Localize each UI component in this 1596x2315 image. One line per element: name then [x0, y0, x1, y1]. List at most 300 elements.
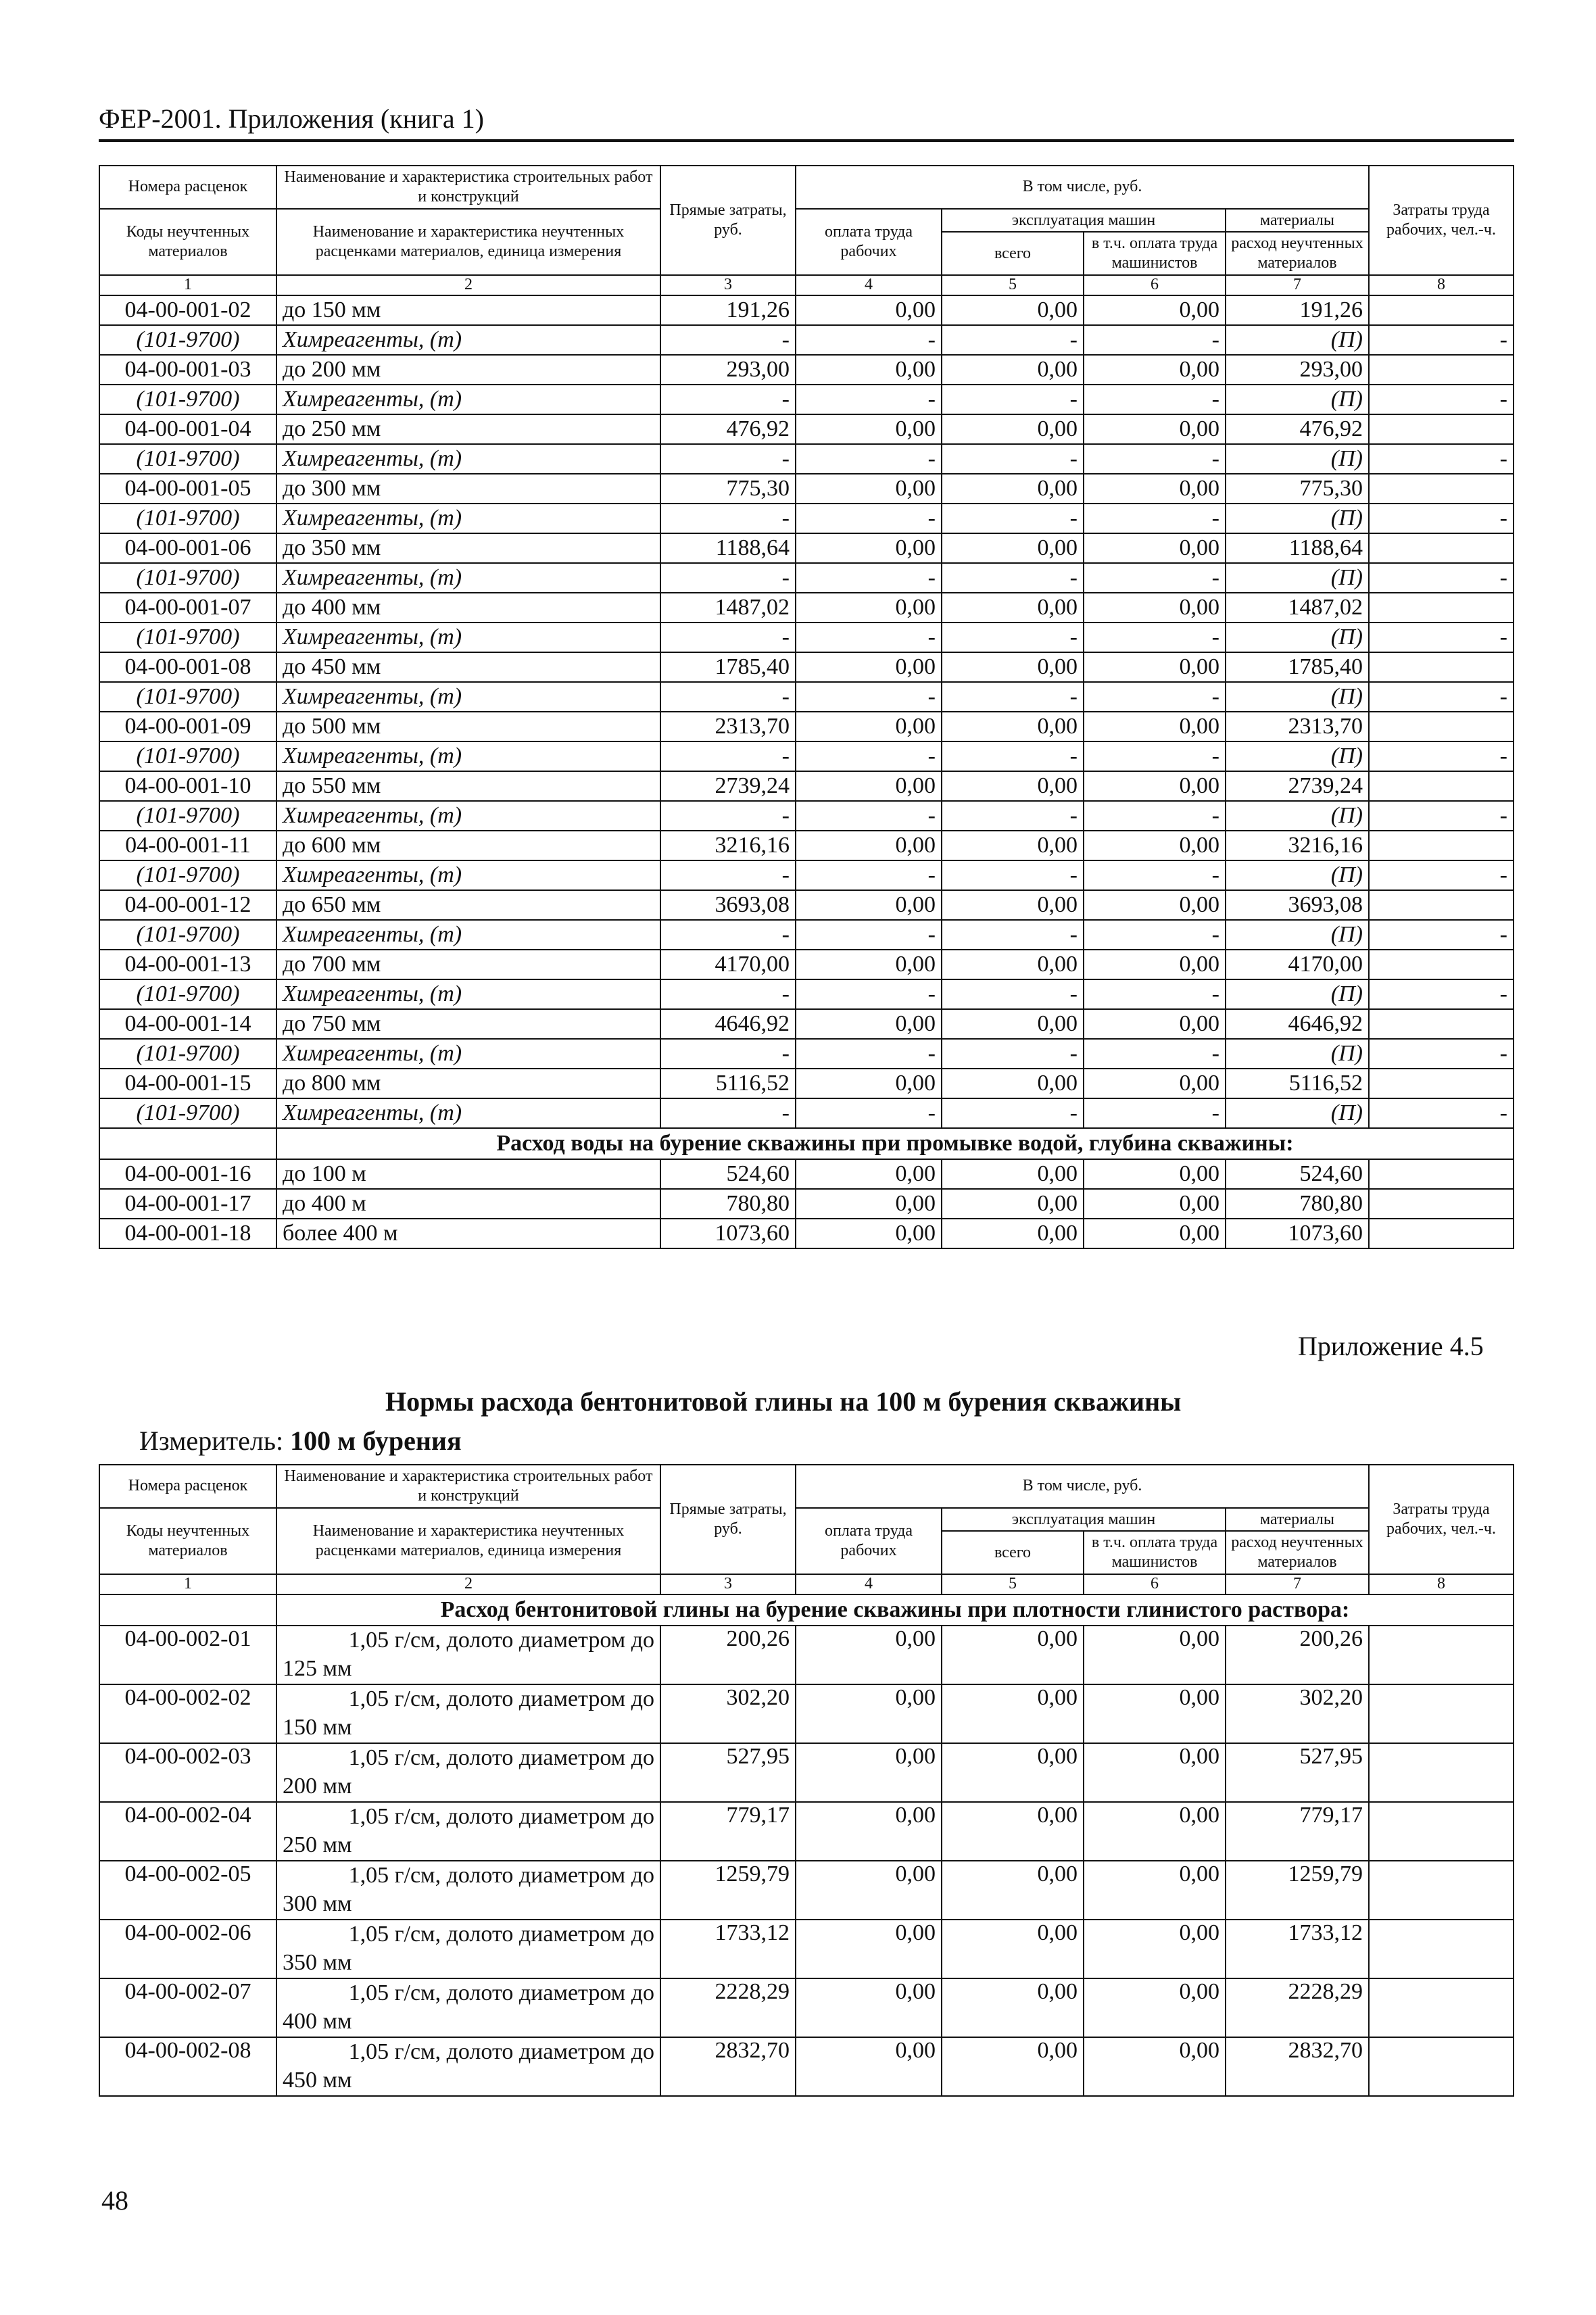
- materials-cost: 775,30: [1226, 474, 1369, 504]
- materials-cost: 1785,40: [1226, 652, 1369, 682]
- column-number: 8: [1369, 1574, 1514, 1594]
- table-row: [99, 295, 1514, 325]
- rate-code: 04-00-001-13: [99, 950, 276, 979]
- dash-cell: -: [942, 1039, 1084, 1069]
- column-number: 5: [942, 1574, 1084, 1594]
- rate-name: до 400 мм: [276, 593, 660, 623]
- table-row: [99, 623, 1514, 652]
- material-name: Химреагенты, (т): [276, 563, 660, 593]
- col-header-direct: Прямые затраты, руб.: [660, 1465, 796, 1574]
- labor-wages: 0,00: [796, 771, 942, 801]
- materials-mark: (П): [1226, 1098, 1369, 1128]
- dash-cell: -: [660, 741, 796, 771]
- dash-cell: -: [942, 385, 1084, 414]
- dash-cell: -: [660, 563, 796, 593]
- dash-cell: -: [1084, 682, 1226, 712]
- machine-total: 0,00: [942, 295, 1084, 325]
- col-header-material-name: Наименование и характеристика неучтенных расценками материалов, единица измерения: [276, 209, 660, 275]
- section-title-cell: Расход бентонитовой глины на бурение скважины при плотности глинистого раствора:: [276, 1594, 1514, 1626]
- dash-cell: -: [1084, 563, 1226, 593]
- materials-mark: (П): [1226, 563, 1369, 593]
- rate-code: 04-00-002-03: [99, 1743, 276, 1802]
- table-row: [99, 1978, 1514, 2037]
- machine-total: 0,00: [942, 593, 1084, 623]
- machine-operator-wages: 0,00: [1084, 652, 1226, 682]
- header-row: [99, 1508, 1514, 1532]
- rate-code: 04-00-001-12: [99, 890, 276, 920]
- rate-code: 04-00-001-05: [99, 474, 276, 504]
- rate-name-line: 1,05 г/см, долото диаметром до: [348, 1686, 654, 1711]
- labor-wages: 0,00: [796, 890, 942, 920]
- dash-cell: -: [1084, 444, 1226, 474]
- material-code: (101-9700): [99, 860, 276, 890]
- dash-cell: -: [796, 623, 942, 652]
- labor-wages: 0,00: [796, 1978, 942, 2037]
- rate-name: до 450 мм: [276, 652, 660, 682]
- labor-wages: 0,00: [796, 1626, 942, 1684]
- rate-name: [276, 1802, 660, 1861]
- rate-name-line: 1,05 г/см, долото диаметром до: [348, 1627, 654, 1653]
- labor-hours: [1369, 593, 1514, 623]
- col-header-total: всего: [942, 1531, 1084, 1574]
- materials-mark: (П): [1226, 682, 1369, 712]
- materials-cost: 1487,02: [1226, 593, 1369, 623]
- table-row: [99, 1802, 1514, 1861]
- labor-wages: 0,00: [796, 1920, 942, 1978]
- col-header-total: всего: [942, 232, 1084, 275]
- direct-cost: 4170,00: [660, 950, 796, 979]
- dash-cell: -: [1369, 623, 1514, 652]
- labor-wages: 0,00: [796, 1159, 942, 1189]
- material-name: Химреагенты, (т): [276, 385, 660, 414]
- labor-wages: 0,00: [796, 1009, 942, 1039]
- material-code: (101-9700): [99, 623, 276, 652]
- rate-name-line: 200 мм: [283, 1774, 352, 1799]
- machine-operator-wages: 0,00: [1084, 712, 1226, 741]
- machine-total: 0,00: [942, 1802, 1084, 1861]
- materials-cost: 1188,64: [1226, 533, 1369, 563]
- labor-hours: [1369, 474, 1514, 504]
- dash-cell: -: [1084, 1039, 1226, 1069]
- direct-cost: 200,26: [660, 1626, 796, 1684]
- rate-name: до 500 мм: [276, 712, 660, 741]
- table-row: [99, 563, 1514, 593]
- dash-cell: -: [1084, 325, 1226, 355]
- rate-name-line: 1,05 г/см, долото диаметром до: [348, 2039, 654, 2064]
- material-name: Химреагенты, (т): [276, 979, 660, 1009]
- table-row: [99, 950, 1514, 979]
- rate-name: [276, 1978, 660, 2037]
- table-row: [99, 682, 1514, 712]
- table-row: [99, 1920, 1514, 1978]
- material-code: (101-9700): [99, 563, 276, 593]
- materials-cost: 524,60: [1226, 1159, 1369, 1189]
- dash-cell: -: [1084, 385, 1226, 414]
- dash-cell: -: [942, 860, 1084, 890]
- rate-code: 04-00-001-08: [99, 652, 276, 682]
- machine-total: 0,00: [942, 1978, 1084, 2037]
- dash-cell: -: [660, 801, 796, 831]
- rate-name-line: 150 мм: [283, 1715, 352, 1740]
- materials-cost: 476,92: [1226, 414, 1369, 444]
- materials-mark: (П): [1226, 741, 1369, 771]
- material-code: (101-9700): [99, 920, 276, 950]
- machine-total: 0,00: [942, 1861, 1084, 1920]
- rate-name: до 400 м: [276, 1189, 660, 1219]
- dash-cell: -: [1369, 504, 1514, 533]
- dash-cell: -: [796, 444, 942, 474]
- labor-hours: [1369, 1626, 1514, 1684]
- materials-cost: 5116,52: [1226, 1069, 1369, 1098]
- labor-hours: [1369, 1978, 1514, 2037]
- table-row: [99, 474, 1514, 504]
- table-row: [99, 831, 1514, 860]
- column-number: 7: [1226, 275, 1369, 295]
- labor-hours: [1369, 355, 1514, 385]
- col-header-labor-hours: Затраты труда рабочих, чел.-ч.: [1369, 1465, 1514, 1574]
- table-row: [99, 1626, 1514, 1684]
- rate-name-line: 1,05 г/см, долото диаметром до: [348, 1745, 654, 1770]
- rate-name: до 350 мм: [276, 533, 660, 563]
- rates-table-2: [99, 1464, 1514, 2097]
- rate-name: [276, 1920, 660, 1978]
- material-name: Химреагенты, (т): [276, 741, 660, 771]
- machine-operator-wages: 0,00: [1084, 1626, 1226, 1684]
- labor-hours: [1369, 712, 1514, 741]
- dash-cell: -: [796, 325, 942, 355]
- rate-name-line: 125 мм: [283, 1656, 352, 1682]
- rate-name-line: 1,05 г/см, долото диаметром до: [348, 1803, 654, 1829]
- machine-operator-wages: 0,00: [1084, 355, 1226, 385]
- materials-mark: (П): [1226, 979, 1369, 1009]
- labor-hours: [1369, 652, 1514, 682]
- labor-hours: [1369, 1009, 1514, 1039]
- machine-operator-wages: 0,00: [1084, 414, 1226, 444]
- materials-cost: 3693,08: [1226, 890, 1369, 920]
- machine-operator-wages: 0,00: [1084, 1920, 1226, 1978]
- rate-name: до 600 мм: [276, 831, 660, 860]
- rate-name: до 800 мм: [276, 1069, 660, 1098]
- material-code: (101-9700): [99, 325, 276, 355]
- materials-mark: (П): [1226, 325, 1369, 355]
- direct-cost: 1073,60: [660, 1219, 796, 1248]
- direct-cost: 476,92: [660, 414, 796, 444]
- dash-cell: -: [660, 623, 796, 652]
- materials-cost: 4646,92: [1226, 1009, 1369, 1039]
- dash-cell: -: [1084, 504, 1226, 533]
- machine-total: 0,00: [942, 712, 1084, 741]
- material-code: (101-9700): [99, 385, 276, 414]
- labor-hours: [1369, 1189, 1514, 1219]
- column-number: 7: [1226, 1574, 1369, 1594]
- rate-name: [276, 1743, 660, 1802]
- materials-mark: (П): [1226, 385, 1369, 414]
- col-header-materials: материалы: [1226, 1508, 1369, 1532]
- dash-cell: -: [1084, 1098, 1226, 1128]
- machine-operator-wages: 0,00: [1084, 771, 1226, 801]
- direct-cost: 3216,16: [660, 831, 796, 860]
- rate-name-line: 1,05 г/см, долото диаметром до: [348, 1921, 654, 1947]
- table-row: [99, 1861, 1514, 1920]
- materials-mark: (П): [1226, 444, 1369, 474]
- rate-code: 04-00-001-09: [99, 712, 276, 741]
- labor-hours: [1369, 1743, 1514, 1802]
- direct-cost: 4646,92: [660, 1009, 796, 1039]
- labor-wages: 0,00: [796, 1684, 942, 1743]
- rate-name: до 550 мм: [276, 771, 660, 801]
- column-number: 1: [99, 275, 276, 295]
- dash-cell: -: [796, 504, 942, 533]
- direct-cost: 779,17: [660, 1802, 796, 1861]
- section-row: [99, 1128, 1514, 1159]
- dash-cell: -: [1369, 979, 1514, 1009]
- col-header-material-name: Наименование и характеристика неучтенных расценками материалов, единица измерения: [276, 1508, 660, 1574]
- material-code: (101-9700): [99, 741, 276, 771]
- col-header-material-codes: Коды неучтенных материалов: [99, 209, 276, 275]
- dash-cell: -: [1084, 979, 1226, 1009]
- col-header-machines: эксплуатация машин: [942, 1508, 1226, 1532]
- column-number: 1: [99, 1574, 276, 1594]
- dash-cell: -: [942, 1098, 1084, 1128]
- table-row: [99, 1098, 1514, 1128]
- section-title-cell: Расход воды на бурение скважины при промывке водой, глубина скважины:: [276, 1128, 1514, 1159]
- material-name: Химреагенты, (т): [276, 504, 660, 533]
- table-row: [99, 1009, 1514, 1039]
- dash-cell: -: [942, 504, 1084, 533]
- col-header-materials: материалы: [1226, 209, 1369, 233]
- column-number: 6: [1084, 1574, 1226, 1594]
- labor-hours: [1369, 533, 1514, 563]
- materials-cost: 1073,60: [1226, 1219, 1369, 1248]
- dash-cell: -: [660, 979, 796, 1009]
- table-row: [99, 1039, 1514, 1069]
- col-header-operator-wages: в т.ч. оплата труда машинистов: [1084, 232, 1226, 275]
- material-code: (101-9700): [99, 979, 276, 1009]
- table-row: [99, 1159, 1514, 1189]
- rate-code: 04-00-002-04: [99, 1802, 276, 1861]
- machine-total: 0,00: [942, 533, 1084, 563]
- labor-hours: [1369, 295, 1514, 325]
- column-numbers-row: [99, 1574, 1514, 1594]
- machine-total: 0,00: [942, 474, 1084, 504]
- material-name: Химреагенты, (т): [276, 920, 660, 950]
- direct-cost: 191,26: [660, 295, 796, 325]
- table-row: [99, 325, 1514, 355]
- labor-hours: [1369, 890, 1514, 920]
- materials-cost: 2228,29: [1226, 1978, 1369, 2037]
- machine-operator-wages: 0,00: [1084, 533, 1226, 563]
- rate-code: 04-00-001-15: [99, 1069, 276, 1098]
- rate-name: [276, 2037, 660, 2096]
- table-row: [99, 504, 1514, 533]
- material-name: Химреагенты, (т): [276, 682, 660, 712]
- machine-operator-wages: 0,00: [1084, 1802, 1226, 1861]
- dash-cell: -: [796, 741, 942, 771]
- machine-total: 0,00: [942, 1069, 1084, 1098]
- column-number: 8: [1369, 275, 1514, 295]
- material-name: Химреагенты, (т): [276, 860, 660, 890]
- rate-name-line: 400 мм: [283, 2009, 352, 2034]
- material-name: Химреагенты, (т): [276, 623, 660, 652]
- table-row: [99, 741, 1514, 771]
- material-code: (101-9700): [99, 682, 276, 712]
- dash-cell: -: [942, 563, 1084, 593]
- labor-hours: [1369, 414, 1514, 444]
- column-number: 3: [660, 275, 796, 295]
- machine-operator-wages: 0,00: [1084, 950, 1226, 979]
- col-header-direct: Прямые затраты, руб.: [660, 166, 796, 275]
- material-code: (101-9700): [99, 1039, 276, 1069]
- rate-name: до 650 мм: [276, 890, 660, 920]
- materials-cost: 1259,79: [1226, 1861, 1369, 1920]
- material-code: (101-9700): [99, 801, 276, 831]
- labor-wages: 0,00: [796, 950, 942, 979]
- labor-hours: [1369, 1920, 1514, 1978]
- table-row: [99, 771, 1514, 801]
- dash-cell: -: [1084, 741, 1226, 771]
- measure-value: 100 м бурения: [290, 1425, 462, 1456]
- materials-cost: 3216,16: [1226, 831, 1369, 860]
- dash-cell: -: [1369, 385, 1514, 414]
- machine-operator-wages: 0,00: [1084, 593, 1226, 623]
- labor-wages: 0,00: [796, 1861, 942, 1920]
- rate-code: 04-00-002-08: [99, 2037, 276, 2096]
- rate-code: 04-00-002-02: [99, 1684, 276, 1743]
- rate-name: до 100 м: [276, 1159, 660, 1189]
- materials-cost: 2313,70: [1226, 712, 1369, 741]
- rate-name: до 750 мм: [276, 1009, 660, 1039]
- machine-operator-wages: 0,00: [1084, 1159, 1226, 1189]
- materials-cost: 780,80: [1226, 1189, 1369, 1219]
- table-row: [99, 712, 1514, 741]
- dash-cell: -: [660, 920, 796, 950]
- table-row: [99, 444, 1514, 474]
- rate-code: 04-00-002-06: [99, 1920, 276, 1978]
- direct-cost: 1188,64: [660, 533, 796, 563]
- materials-mark: (П): [1226, 801, 1369, 831]
- labor-wages: 0,00: [796, 831, 942, 860]
- machine-total: 0,00: [942, 652, 1084, 682]
- materials-cost: 4170,00: [1226, 950, 1369, 979]
- machine-total: 0,00: [942, 355, 1084, 385]
- machine-total: 0,00: [942, 1743, 1084, 1802]
- direct-cost: 775,30: [660, 474, 796, 504]
- direct-cost: 293,00: [660, 355, 796, 385]
- section-title: Нормы расхода бентонитовой глины на 100 м бурения скважины: [385, 1386, 1182, 1417]
- direct-cost: 1785,40: [660, 652, 796, 682]
- labor-wages: 0,00: [796, 295, 942, 325]
- material-code: (101-9700): [99, 444, 276, 474]
- rate-name: до 200 мм: [276, 355, 660, 385]
- machine-total: 0,00: [942, 1219, 1084, 1248]
- table-row: [99, 920, 1514, 950]
- machine-operator-wages: 0,00: [1084, 2037, 1226, 2096]
- machine-total: 0,00: [942, 1684, 1084, 1743]
- rate-code: 04-00-001-02: [99, 295, 276, 325]
- material-name: Химреагенты, (т): [276, 325, 660, 355]
- dash-cell: -: [660, 504, 796, 533]
- dash-cell: -: [1084, 860, 1226, 890]
- column-number: 6: [1084, 275, 1226, 295]
- rate-code: 04-00-002-01: [99, 1626, 276, 1684]
- rate-name-line: 1,05 г/см, долото диаметром до: [348, 1980, 654, 2005]
- table-row: [99, 801, 1514, 831]
- header-row: [99, 209, 1514, 233]
- dash-cell: -: [660, 385, 796, 414]
- dash-cell: -: [942, 444, 1084, 474]
- col-header-name: Наименование и характеристика строительных работ и конструкций: [276, 166, 660, 209]
- table-row: [99, 593, 1514, 623]
- rate-name-line: 300 мм: [283, 1891, 352, 1917]
- machine-operator-wages: 0,00: [1084, 295, 1226, 325]
- materials-cost: 191,26: [1226, 295, 1369, 325]
- rate-name: до 300 мм: [276, 474, 660, 504]
- col-header-name: Наименование и характеристика строительных работ и конструкций: [276, 1465, 660, 1508]
- col-header-wages: оплата труда рабочих: [796, 209, 942, 275]
- direct-cost: 302,20: [660, 1684, 796, 1743]
- dash-cell: -: [660, 444, 796, 474]
- materials-cost: 779,17: [1226, 1802, 1369, 1861]
- column-number: 2: [276, 275, 660, 295]
- table-cell: [99, 1594, 276, 1626]
- labor-wages: 0,00: [796, 1219, 942, 1248]
- dash-cell: -: [1369, 1039, 1514, 1069]
- rate-code: 04-00-002-07: [99, 1978, 276, 2037]
- rate-name: [276, 1861, 660, 1920]
- material-name: Химреагенты, (т): [276, 1098, 660, 1128]
- materials-mark: (П): [1226, 860, 1369, 890]
- rate-name-line: 1,05 г/см, долото диаметром до: [348, 1862, 654, 1888]
- direct-cost: 2739,24: [660, 771, 796, 801]
- table-cell: [99, 1128, 276, 1159]
- machine-total: 0,00: [942, 414, 1084, 444]
- measure-label: Измеритель:: [139, 1425, 284, 1456]
- machine-total: 0,00: [942, 1189, 1084, 1219]
- direct-cost: 5116,52: [660, 1069, 796, 1098]
- dash-cell: -: [1369, 682, 1514, 712]
- table-row: [99, 533, 1514, 563]
- dash-cell: -: [796, 979, 942, 1009]
- col-header-unaccounted: расход неучтенных материалов: [1226, 232, 1369, 275]
- direct-cost: 2832,70: [660, 2037, 796, 2096]
- dash-cell: -: [942, 623, 1084, 652]
- labor-wages: 0,00: [796, 355, 942, 385]
- dash-cell: -: [1084, 623, 1226, 652]
- labor-hours: [1369, 2037, 1514, 2096]
- direct-cost: 2313,70: [660, 712, 796, 741]
- material-name: Химреагенты, (т): [276, 801, 660, 831]
- running-header: ФЕР-2001. Приложения (книга 1): [99, 103, 484, 134]
- labor-wages: 0,00: [796, 1189, 942, 1219]
- rate-code: 04-00-001-07: [99, 593, 276, 623]
- rate-name: [276, 1684, 660, 1743]
- col-header-wages: оплата труда рабочих: [796, 1508, 942, 1574]
- labor-wages: 0,00: [796, 474, 942, 504]
- materials-cost: 293,00: [1226, 355, 1369, 385]
- labor-wages: 0,00: [796, 652, 942, 682]
- material-code: (101-9700): [99, 504, 276, 533]
- col-header-including: В том числе, руб.: [796, 1465, 1369, 1508]
- machine-operator-wages: 0,00: [1084, 1743, 1226, 1802]
- labor-hours: [1369, 1159, 1514, 1189]
- col-header-material-codes: Коды неучтенных материалов: [99, 1508, 276, 1574]
- col-header-machines: эксплуатация машин: [942, 209, 1226, 233]
- table-row: [99, 355, 1514, 385]
- dash-cell: -: [1084, 920, 1226, 950]
- machine-total: 0,00: [942, 950, 1084, 979]
- dash-cell: -: [796, 1098, 942, 1128]
- rate-code: 04-00-001-10: [99, 771, 276, 801]
